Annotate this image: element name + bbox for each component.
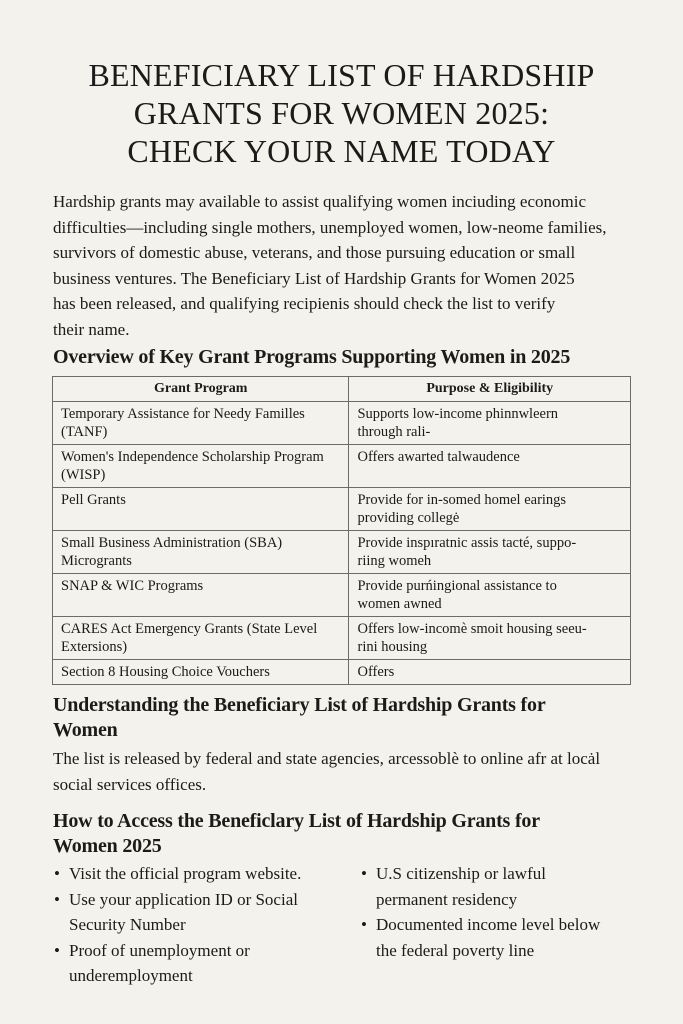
table-cell-purpose: Provide purńingional assistance to women awned <box>349 574 631 617</box>
table-cell-purpose: Offers <box>349 660 631 685</box>
list-item <box>360 861 650 912</box>
table-cell-purpose: Offers awarted talwaudence <box>349 445 631 488</box>
list-item <box>53 938 338 989</box>
list-item-text: Visit the official program website. <box>69 864 302 883</box>
access-requirements-list-right <box>360 861 650 963</box>
understanding-heading: Understanding the Beneficiary List of Hardship Grants for Women <box>53 694 546 741</box>
table-cell-purpose: Supports low-income phinnwleern through rali- <box>349 402 631 445</box>
table-row <box>53 445 631 488</box>
access-heading: How to Access the Beneficlary List of Hardship Grants for Women 2025 <box>53 810 540 857</box>
table-cell-program: Section 8 Housing Choice Vouchers <box>53 660 349 685</box>
table-row <box>53 402 631 445</box>
bullet-icon: • <box>54 889 60 909</box>
list-item-text: Proof of unemployment or underemployment <box>69 940 250 986</box>
table-cell-program: CARES Act Emergency Grants (State Level Extersions) <box>53 617 349 660</box>
list-item <box>53 861 338 887</box>
table-cell-program: Women's Independence Scholarship Program (WISP) <box>53 445 349 488</box>
list-item <box>360 912 650 963</box>
table-cell-program: Small Business Administration (SBA) Microgrants <box>53 531 349 574</box>
table-cell-purpose: Provide for in-somed homel earings providing collegė <box>349 488 631 531</box>
list-item-text: Use your application ID or Social Security Number <box>69 889 298 935</box>
bullet-icon: • <box>361 864 367 883</box>
table-row <box>53 488 631 531</box>
list-item-text: Documented income level below the federal poverty line <box>376 915 601 960</box>
grant-programs-table <box>52 376 631 685</box>
access-steps-list-left <box>53 861 338 989</box>
intro-paragraph: Hardship grants may available to assist qualifying women inciuding economic difficulties—including single mothers, unemployed women, low-neome families, survivors of domestic abuse, veterans, and those pursuing education or small business ventures. The Beneficiary List of Hardship Grants for Women 2025 has been released, and qualifying recipienis should check the list to verify their name. <box>53 192 607 339</box>
understanding-paragraph: The list is released by federal and state agencies, arcessoblè to online afr at locȧl social services offices. <box>53 749 601 794</box>
table-cell-purpose: Offers low-incomè smoit housing seeu- rini housing <box>349 617 631 660</box>
table-cell-program: SNAP & WIC Programs <box>53 574 349 617</box>
table-row <box>53 574 631 617</box>
table-row <box>53 531 631 574</box>
table-cell-program: Temporary Assistance for Needy Familles (TANF) <box>53 402 349 445</box>
table-row <box>53 617 631 660</box>
list-item-text: U.S citizenship or lawful permanent residency <box>376 864 546 909</box>
table-cell-purpose: Provide inspıratnic assis tacté, suppo- riing womeh <box>349 531 631 574</box>
table-cell-program: Pell Grants <box>53 488 349 531</box>
page-title: BENEFICIARY LIST OF HARDSHIP GRANTS FOR WOMEN 2025: CHECK YOUR NAME TODAY <box>88 57 595 169</box>
column-header-grant-program: Grant Program <box>53 377 349 402</box>
bullet-icon: • <box>54 864 60 883</box>
column-header-purpose-eligibility: Purpose & Eligibility <box>349 377 631 402</box>
table-header-row <box>53 377 631 402</box>
overview-heading: Overview of Key Grant Programs Supporting Women in 2025 <box>53 346 571 368</box>
list-item <box>53 887 338 938</box>
table-row <box>53 660 631 685</box>
bullet-icon: • <box>54 940 60 960</box>
bullet-icon: • <box>361 915 367 935</box>
